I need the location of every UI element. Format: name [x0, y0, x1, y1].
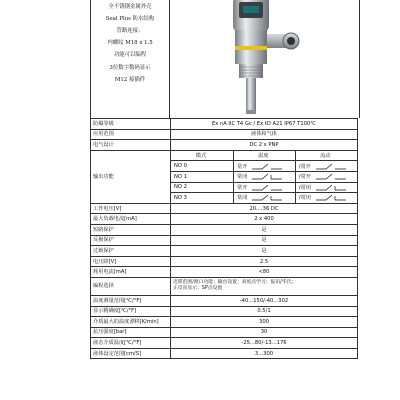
row-value: 液体和气体: [171, 129, 358, 140]
table-row: [91, 246, 358, 257]
row-label: 电压降[V]: [91, 256, 171, 267]
table-row: [91, 119, 358, 130]
temp-mode: 常闭: [237, 195, 248, 202]
temp-mode: 常闭: [237, 174, 248, 181]
row-label: 显示精确度[℃/°F]: [91, 306, 171, 317]
switch-open-icon: [252, 163, 282, 170]
header-flow: 流动: [295, 151, 357, 161]
programming-options: [171, 277, 358, 295]
switch-closed-icon: [316, 184, 346, 191]
feature-item: 全不锈钢金属外壳: [108, 4, 152, 10]
flow-mode: /常闭: [298, 195, 311, 202]
row-label: 短路保护: [91, 224, 171, 235]
table-row: [91, 256, 358, 267]
header-temperature: 温度: [234, 151, 296, 161]
row-value: 20....36 DC: [171, 203, 358, 214]
table-row: [91, 317, 358, 328]
feature-item: M12 接插件: [114, 77, 146, 83]
temp-mode: 常开: [237, 163, 248, 170]
row-value: <80: [171, 267, 358, 278]
output-mode-table: [171, 151, 357, 203]
switch-open-icon: [316, 173, 346, 180]
mode-name: NO 3: [174, 194, 187, 201]
mode-name: NO 1: [171, 171, 234, 182]
header-mode: 模式: [171, 151, 234, 161]
row-label: 工作电压[V]: [91, 203, 171, 214]
spec-table: [90, 118, 358, 359]
table-row: [91, 306, 358, 317]
temp-mode: 常开: [237, 184, 248, 191]
table-row: [91, 235, 358, 246]
row-label: 液体设定范围[cm/S]: [91, 348, 171, 359]
feature-item: 功能可以编程: [113, 52, 147, 58]
row-value: 2.5: [171, 256, 358, 267]
table-row: [91, 327, 358, 338]
table-row: [91, 150, 358, 203]
programming-line: 正反向显示；SP点设置: [173, 286, 223, 292]
row-value: Ex nA IIC T4 Gc / Ex tD A21 IP67 T100℃: [171, 119, 358, 130]
feature-item: 管路连接：: [116, 28, 144, 34]
flow-mode: /常闭: [298, 184, 311, 191]
table-row: [91, 129, 358, 140]
flow-mode: /常开: [298, 174, 311, 181]
feature-list: [91, 0, 170, 118]
row-value: 0.5/1: [171, 306, 358, 317]
row-label: 过载保护: [91, 246, 171, 257]
output-function-grid: [171, 150, 358, 203]
row-value: 是: [171, 235, 358, 246]
table-row: [91, 295, 358, 306]
table-row: [91, 224, 358, 235]
table-row: [91, 277, 358, 295]
row-value: 30: [171, 327, 358, 338]
row-value: DC 2 x PNP: [171, 140, 358, 151]
row-label: 温度测量范围[℃/°F]: [91, 295, 171, 306]
row-label: 反极保护: [91, 235, 171, 246]
row-label: 电气设计: [91, 140, 171, 151]
row-label: 防爆等级: [91, 119, 171, 130]
row-label: 编程选择: [91, 277, 171, 295]
switch-open-icon: [316, 163, 346, 170]
row-value: 3...300: [171, 348, 358, 359]
flow-mode: /常开: [298, 163, 311, 170]
switch-open-icon: [252, 184, 282, 191]
row-value: -25...80/-13...176: [171, 338, 358, 349]
table-row: [91, 214, 358, 225]
table-row: [91, 267, 358, 278]
table-row: [91, 140, 358, 151]
mode-name: NO 0: [171, 161, 234, 172]
table-row: [91, 338, 358, 349]
row-label: 应用范围: [91, 129, 171, 140]
feature-item: Seal Plus 防水结构: [105, 16, 155, 22]
row-value: 2 x 400: [171, 214, 358, 225]
table-row: [91, 348, 358, 359]
row-label: 液态介质温度[℃/°F]: [91, 338, 171, 349]
row-value: -40...150/-40...302: [171, 295, 358, 306]
row-value: 300: [171, 317, 358, 328]
switch-closed-icon: [316, 194, 346, 201]
mode-name: NO 2: [171, 182, 234, 193]
row-label: 输出功能: [91, 150, 171, 203]
table-row: [91, 203, 358, 214]
switch-closed-icon: [252, 173, 282, 180]
row-label: 抗压强度[bar]: [91, 327, 171, 338]
flow-sensor-photo: [171, 0, 359, 118]
switch-closed-icon: [252, 194, 282, 201]
row-label: 耗用电流[mA]: [91, 267, 171, 278]
programming-line: 迟滞范围/窗口功能；输出设置；高低点学习；报讯/华氏；: [173, 279, 297, 285]
row-value: 是: [171, 246, 358, 257]
feature-item: 内螺纹 M18 x 1.5: [107, 40, 153, 46]
row-label: 最大负载电流[mA]: [91, 214, 171, 225]
feature-item: 3位数字数码显示: [109, 65, 151, 71]
row-value: 是: [171, 224, 358, 235]
product-header: [90, 0, 360, 118]
row-label: 介质最大的温度漂移[K/min]: [91, 317, 171, 328]
